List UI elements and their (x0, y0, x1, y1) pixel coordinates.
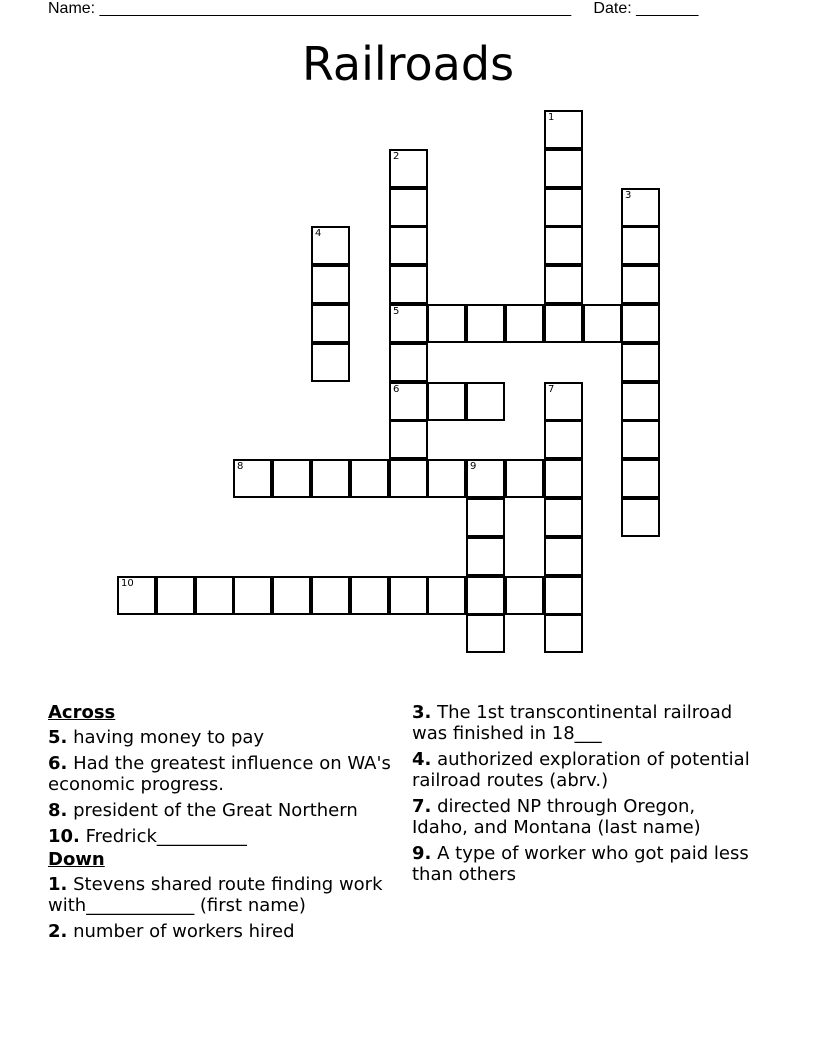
clue-number: 8 (237, 461, 244, 472)
grid-cell[interactable] (544, 420, 583, 459)
clue-number: 3 (625, 190, 632, 201)
clue-number: 6 (393, 384, 400, 395)
grid-cell[interactable] (544, 459, 583, 498)
grid-cell[interactable] (544, 304, 583, 343)
down-heading: Down (48, 849, 105, 870)
clue-down-2: 2. number of workers hired (48, 921, 295, 942)
grid-cell[interactable] (389, 343, 428, 382)
grid-cell[interactable] (311, 576, 350, 615)
grid-cell[interactable] (621, 304, 660, 343)
clue-across-5: 5. having money to pay (48, 727, 265, 748)
grid-cell[interactable] (389, 576, 428, 615)
grid-cell[interactable] (466, 459, 505, 498)
grid-cell[interactable] (544, 265, 583, 304)
name-date-line: Name: _____________________________________________________ Date: _______ (48, 0, 699, 17)
grid-cell[interactable] (466, 614, 505, 653)
grid-cell[interactable] (233, 576, 272, 615)
grid-cell[interactable] (544, 382, 583, 421)
grid-cell[interactable] (389, 382, 428, 421)
grid-cell[interactable] (583, 304, 622, 343)
grid-cell[interactable] (544, 149, 583, 188)
clue-number: 1 (548, 112, 555, 123)
grid-cell[interactable] (195, 576, 234, 615)
grid-cell[interactable] (544, 498, 583, 537)
grid-cell[interactable] (389, 149, 428, 188)
grid-cell[interactable] (350, 459, 389, 498)
clues-right-column (412, 702, 752, 890)
grid-cell[interactable] (544, 188, 583, 227)
grid-cell[interactable] (311, 265, 350, 304)
clue-across-8: 8. president of the Great Northern (48, 800, 358, 821)
grid-cell[interactable] (389, 420, 428, 459)
grid-cell[interactable] (311, 226, 350, 265)
clue-across-6: 6. Had the greatest influence on WA's economic progress. (48, 753, 391, 795)
clue-down-7: 7. directed NP through Oregon, Idaho, and Montana (last name) (412, 796, 701, 838)
clue-number: 10 (121, 578, 134, 589)
page-title: Railroads (301, 37, 515, 91)
clue-number: 7 (548, 384, 555, 395)
grid-cell[interactable] (621, 498, 660, 537)
clue-down-4: 4. authorized exploration of potential railroad routes (abrv.) (412, 749, 750, 791)
grid-cell[interactable] (466, 576, 505, 615)
grid-cell[interactable] (311, 459, 350, 498)
grid-cell[interactable] (272, 576, 311, 615)
grid-cell[interactable] (427, 304, 466, 343)
clue-number: 9 (470, 461, 477, 472)
clue-down-1: 1. Stevens shared route finding work with____________ (first name) (48, 874, 383, 916)
grid-cell[interactable] (544, 226, 583, 265)
grid-cell[interactable] (466, 304, 505, 343)
grid-cell[interactable] (544, 614, 583, 653)
grid-cell[interactable] (389, 459, 428, 498)
grid-cell[interactable] (621, 226, 660, 265)
grid-cell[interactable] (389, 226, 428, 265)
grid-cell[interactable] (466, 537, 505, 576)
clue-number: 5 (393, 306, 400, 317)
grid-cell[interactable] (505, 459, 544, 498)
grid-cell[interactable] (621, 420, 660, 459)
grid-cell[interactable] (505, 576, 544, 615)
grid-cell[interactable] (272, 459, 311, 498)
grid-cell[interactable] (621, 343, 660, 382)
grid-cell[interactable] (117, 576, 156, 615)
grid-cell[interactable] (311, 304, 350, 343)
clue-across-10: 10. Fredrick__________ (48, 826, 247, 847)
grid-cell[interactable] (544, 576, 583, 615)
grid-cell[interactable] (505, 304, 544, 343)
clue-down-3: 3. The 1st transcontinental railroad was finished in 18___ (412, 702, 733, 744)
clue-down-9: 9. A type of worker who got paid less than others (412, 843, 749, 885)
grid-cell[interactable] (544, 110, 583, 149)
grid-cell[interactable] (389, 188, 428, 227)
grid-cell[interactable] (427, 459, 466, 498)
clue-number: 4 (315, 228, 322, 239)
grid-cell[interactable] (544, 537, 583, 576)
grid-cell[interactable] (427, 382, 466, 421)
grid-cell[interactable] (621, 459, 660, 498)
grid-cell[interactable] (389, 265, 428, 304)
grid-cell[interactable] (389, 304, 428, 343)
grid-cell[interactable] (311, 343, 350, 382)
grid-cell[interactable] (621, 382, 660, 421)
grid-cell[interactable] (427, 576, 466, 615)
clues-left-column (48, 702, 408, 947)
grid-cell[interactable] (621, 265, 660, 304)
grid-cell[interactable] (466, 382, 505, 421)
across-heading: Across (48, 702, 116, 723)
grid-cell[interactable] (466, 498, 505, 537)
clue-number: 2 (393, 151, 400, 162)
grid-cell[interactable] (233, 459, 272, 498)
grid-cell[interactable] (156, 576, 195, 615)
grid-cell[interactable] (350, 576, 389, 615)
grid-cell[interactable] (621, 188, 660, 227)
